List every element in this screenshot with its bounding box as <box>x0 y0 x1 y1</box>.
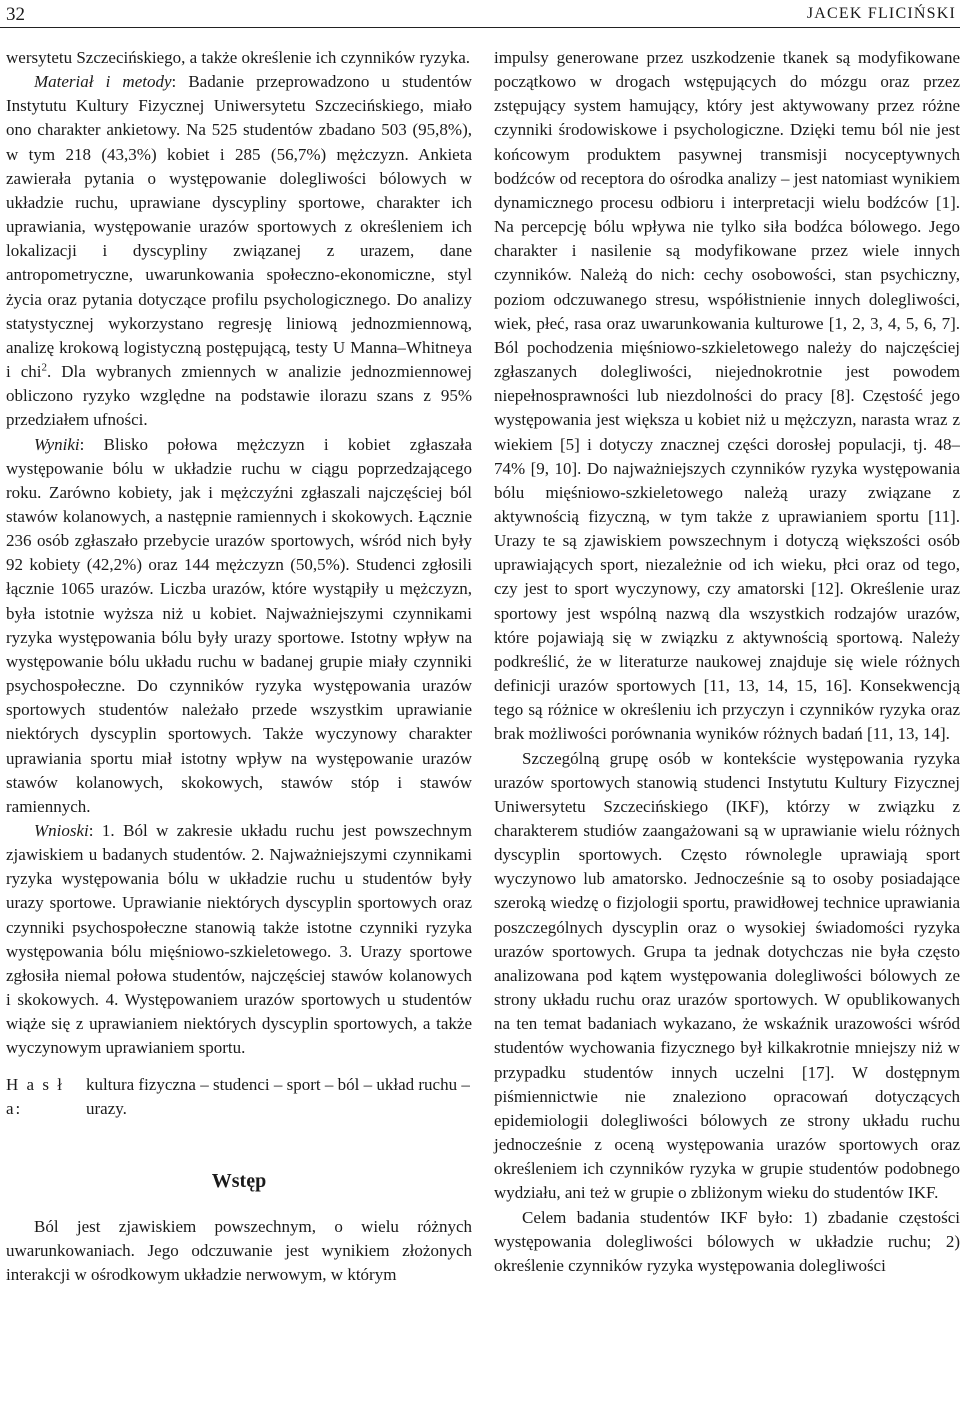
body-paragraph-1: impulsy generowane przez uszkodzenie tkanek są modyfikowane początkowo w drogach wstępujących do mózgu oraz przez zstępujący system hamujący, który jest aktywowany przez różne czynniki środowiskowe i psychologiczne. Dzięki temu ból nie jest końcowym produktem pasywnej transmisji nocyceptywnych bodźców od receptora do ośrodka analizy – jest natomiast wynikiem dynamicznego procesu odbioru i interpretacji wielu bodźców [1]. Na percepcję bólu wpływa nie tylko siła bodźca bólowego. Jego charakter i nasilenie są modyfikowane przez wiele innych czynników. Należą do nich: cechy osobowości, stan psychiczny, poziom odczuwanego stresu, współistnienie innych dolegliwości, wiek, płeć, rasa oraz uwarunkowania kulturowe [1, 2, 3, 4, 5, 6, 7]. Ból pochodzenia mięśniowo-szkieletowego należy do najczęściej zgłaszanych dolegliwości, niejednokrotnie jest powodem niepełnosprawności lub niezdolności do pracy [8]. Częstość jego występowania jest większa u kobiet niż u mężczyzn, narasta wraz z wiekiem [5] i dotyczy znacznej części dorosłej populacji, tj. 48–74% [9, 10]. Do najważniejszych czynników ryzyka występowania bólu mięśniowo-szkieletowego należą urazy związane z aktywnością fizyczną, w tym także z uprawianiem sportu [11]. Urazy te są zjawiskiem powszechnym i dotyczą większości osób uprawiających sport, niezależnie od ich wieku, płci oraz od tego, czy jest to sport wyczynowy, czy amatorski [12]. Określenie uraz sportowy jest wspólną nazwą dla wszystkich rodzajów urazów, które pojawiają się w związku z aktywnością sportową. Należy podkreślić, że w literaturze naukowej znajduje się wiele różnych definicji urazów sportowych [11, 13, 14, 15, 16]. Konsekwencją tego są różnice w określeniu ich przyczyn i czynników ryzyka oraz brak możliwości porównania wyników różnych badań [11, 13, 14]. <box>494 48 960 744</box>
abstract-results: Wyniki: Blisko połowa mężczyzn i kobiet zgłaszała występowanie bólu w układzie ruchu w ciągu poprzedzającego roku. Zarówno kobiety, jak i mężczyźni zgłaszali najczęściej ból stawów kolanowych, a następnie ramiennych i skokowych. Łącznie 236 osób zgłaszało przebycie urazów sportowych, wśród nich były 92 kobiety (42,2%) oraz 144 mężczyzn (50,5%). Studenci zgłosili łącznie 1065 urazów. Liczba urazów, które wystąpiły u mężczyzn, była istotnie wyższa niż u kobiet. Najważniejszymi czynnikami ryzyka występowania bólu były urazy sportowe. Istotny wpływ na występowanie bólu układu ruchu w badanej grupie miały czynniki psychospołeczne. Do czynników ryzyka występowania urazów sportowych studentów należało przede wszystkim uprawianie niektórych dyscyplin sportowych. Także wyczynowy charakter uprawiania sportu miał istotny wpływ na występowanie urazów stawów kolanowych, skokowych, stawów stóp i stawów ramiennych. <box>6 434 472 816</box>
left-column <box>6 46 472 1288</box>
page-header <box>0 0 960 30</box>
body-paragraph-3: Celem badania studentów IKF było: 1) zbadanie częstości występowania dolegliwości bólowych w układzie ruchu; 2) określenie czynników ryzyka występowania dolegliwości <box>494 1207 960 1275</box>
conclusions-label: Wnioski <box>34 821 89 840</box>
running-head-author: JACEK FLICIŃSKI <box>806 5 956 22</box>
keywords <box>6 1073 472 1121</box>
results-label: Wyniki <box>34 434 80 454</box>
section-title-introduction: Wstęp <box>211 1169 267 1192</box>
body-paragraph-2: Szczególną grupę osób w kontekście występowania ryzyka urazów sportowych stanowią studenci Instytutu Kultury Fizycznej Uniwersytetu Szczecińskiego (IKF), którzy w związku z charakterem studiów zaangażowani są w uprawianie wielu różnych dyscyplin sportowych. Często równolegle uprawiają sport wyczynowo lub amatorsko. Jednocześnie są to osoby posiadające szeroką wiedzę o fizjologii sportu, prawidłowej technice uprawiania poszczególnych dyscyplin oraz o wysokiej świadomości ryzyka urazów sportowych. Grupa ta jednak dotychczas nie była często analizowana pod kątem występowania dolegliwości bólowych ze strony układu ruchu oraz urazów sportowych. W opublikowanych na ten temat badaniach wykazano, że wskaźnik urazowości wśród studentów wychowania fizycznego był kilkakrotnie mniejszy niż w przypadku studentów innych uczelni [17]. W dostępnym piśmiennictwie nie znaleziono opracowań dotyczących epidemiologii dolegliwości bólowych ze strony układu ruchu jednocześnie z oceną występowania urazów sportowych oraz określeniem ich czynników ryzyka w grupie studentów podobnego wydziału, ani też w grupie o zbliżonym wieku do studentów IKF. <box>494 748 960 1203</box>
abstract-methods: Materiał i metody: Badanie przeprowadzono u studentów Instytutu Kultury Fizycznej Uniwersytetu Szczecińskiego, miało ono charakter ankietowy. Na 525 studentów zbadano 503 (95,8%), w tym 218 (43,3%) kobiet i 285 (56,7%) mężczyzn. Ankieta zawierała pytania o występowanie dolegliwości bólowych w układzie ruchu, uprawiane dyscypliny sportowe, charakter ich uprawiania, występowanie urazów sportowych z określeniem ich lokalizacji i dyscypliny związanej z urazem, dane antropometryczne, uwarunkowania społeczno-ekonomiczne, styl życia oraz pytania dotyczące profilu psychologicznego. Do analizy statystycznej wykorzystano regresję liniową jednozmiennową, analizę krokową logistyczną postępującą, testy U Manna–Whitneya i chi$^2$. Dla wybranych zmiennych w analizie jednozmiennowej obliczono ryzyko względne na podstawie ilorazu szans z 95% przedziałem ufności. <box>6 72 472 430</box>
methods-label: Materiał i metody <box>34 72 172 92</box>
right-column <box>494 46 960 1278</box>
header-rule <box>0 27 960 28</box>
introduction-paragraph: Ból jest zjawiskiem powszechnym, o wielu różnych uwarunkowaniach. Jego odczuwanie jest wynikiem złożonych interakcji w ośrodkowym układzie nerwowym, w którym <box>6 1217 472 1285</box>
abstract-intro: wersytetu Szczecińskiego, a także określenie ich czynników ryzyka. <box>6 48 471 67</box>
keywords-text: kultura fizyczna – studenci – sport – ból – układ ruchu – urazy. <box>86 1074 470 1118</box>
abstract-conclusions: Wnioski: 1. Ból w zakresie układu ruchu jest powszechnym zjawiskiem u badanych studentów. 2. Najważniejszymi czynnikami ryzyka występowania bólu w układzie ruchu u studentów były urazy sportowe. Uprawianie niektórych dyscyplin sportowych oraz czynniki psychospołeczne stanowią także istotne czynniki ryzyka występowania bólu mięśniowo-szkieletowego. 3. Urazy sportowe zgłosiła niemal połowa studentów, najczęściej stawów kolanowych i skokowych. 4. Występowaniem urazów sportowych u studentów wiąże się z uprawianiem niektórych dyscyplin sportowych, a także wyczynowym uprawianiem sportu. <box>6 821 472 1058</box>
chi-square-superscript: 2 <box>41 361 48 374</box>
keywords-label: H a s ł a: <box>6 1074 64 1118</box>
page-number: 32 <box>6 4 25 25</box>
